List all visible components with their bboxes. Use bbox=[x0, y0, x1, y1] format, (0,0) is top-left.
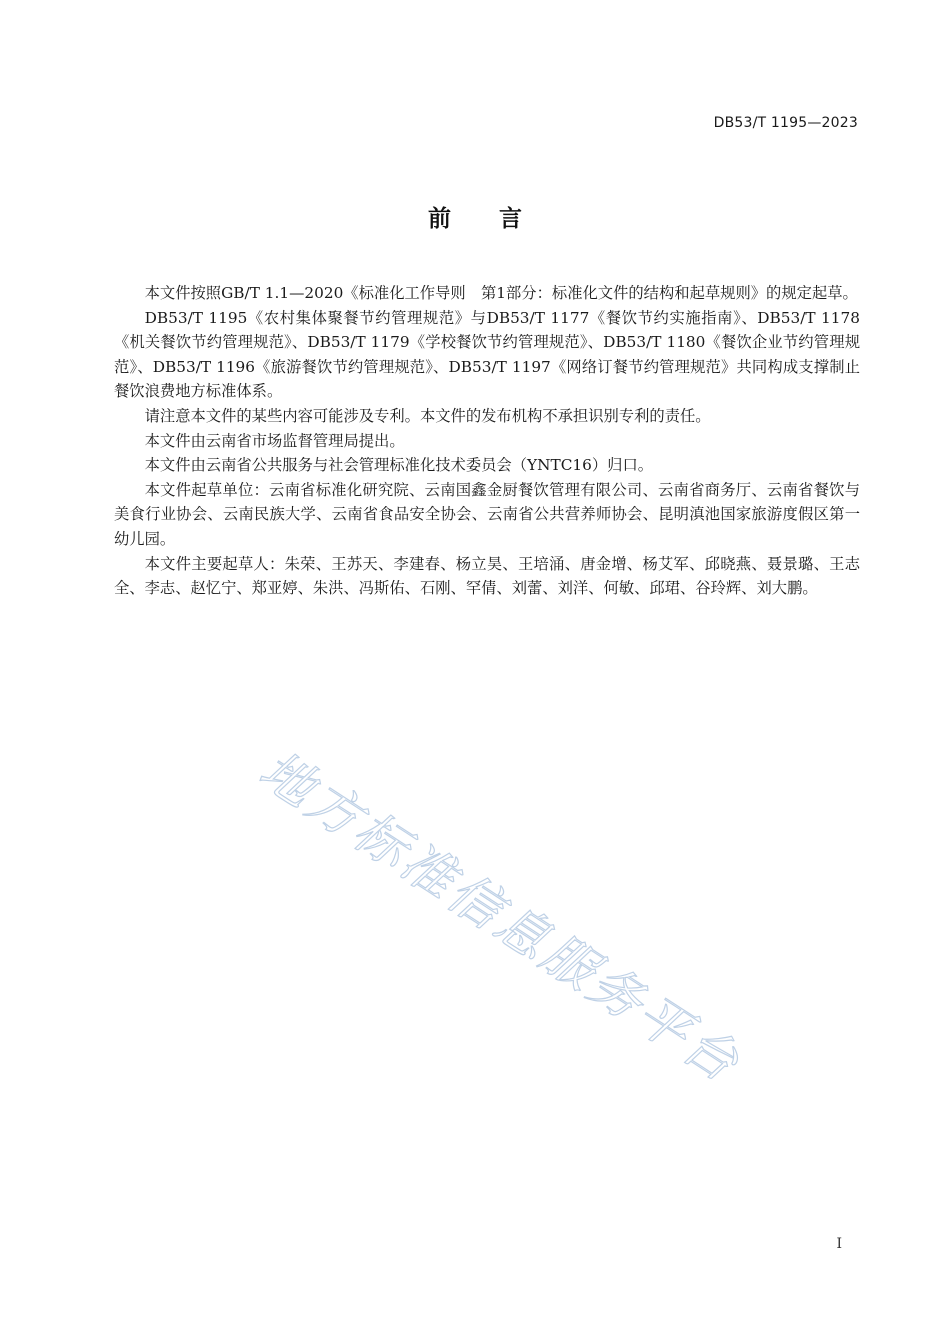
page-title: 前言 bbox=[428, 206, 570, 232]
paragraph-drafting-units: 本文件起草单位：云南省标准化研究院、云南国鑫金厨餐饮管理有限公司、云南省商务厅、云南省餐饮与美食行业协会、云南民族大学、云南省食品安全协会、云南省公共营养师协会、昆明滇池国家旅游度假区第一幼儿园。 bbox=[114, 480, 860, 548]
foreword-body bbox=[114, 281, 860, 601]
document-code: DB53/T 1195—2023 bbox=[713, 115, 858, 131]
paragraph-standard-system: DB53/T 1195《农村集体聚餐节约管理规范》与DB53/T 1177《餐饮节约实施指南》、DB53/T 1178《机关餐饮节约管理规范》、DB53/T 1179《学校餐饮节约管理规范》、DB53/T 1180《餐饮企业节约管理规范》、DB53/T 1196《旅游餐饮节约管理规范》、DB53/T 1197《网络订餐节约管理规范》共同构成支撑制止餐饮浪费地方标准体系。 bbox=[114, 308, 860, 401]
watermark: 地方标准信息服务平台 bbox=[248, 739, 752, 1096]
paragraph-patent-notice: 请注意本文件的某些内容可能涉及专利。本文件的发布机构不承担识别专利的责任。 bbox=[144, 406, 711, 425]
paragraph-centralized-by: 本文件由云南省公共服务与社会管理标准化技术委员会（YNTC16）归口。 bbox=[144, 456, 654, 475]
paragraph-drafting-rule: 本文件按照GB/T 1.1—2020《标准化工作导则 第1部分：标准化文件的结构和起草规则》的规定起草。 bbox=[144, 284, 858, 302]
paragraph-drafters: 本文件主要起草人：朱荣、王苏天、李建春、杨立昊、王培涌、唐金增、杨艾军、邱晓燕、聂景璐、王志全、李志、赵忆宁、郑亚婷、朱洪、冯斯佑、石刚、罕倩、刘蕾、刘洋、何敏、邱珺、谷玲辉、刘大鹏。 bbox=[114, 554, 860, 598]
page-number: I bbox=[836, 1236, 842, 1252]
paragraph-proposer: 本文件由云南省市场监督管理局提出。 bbox=[144, 431, 405, 450]
